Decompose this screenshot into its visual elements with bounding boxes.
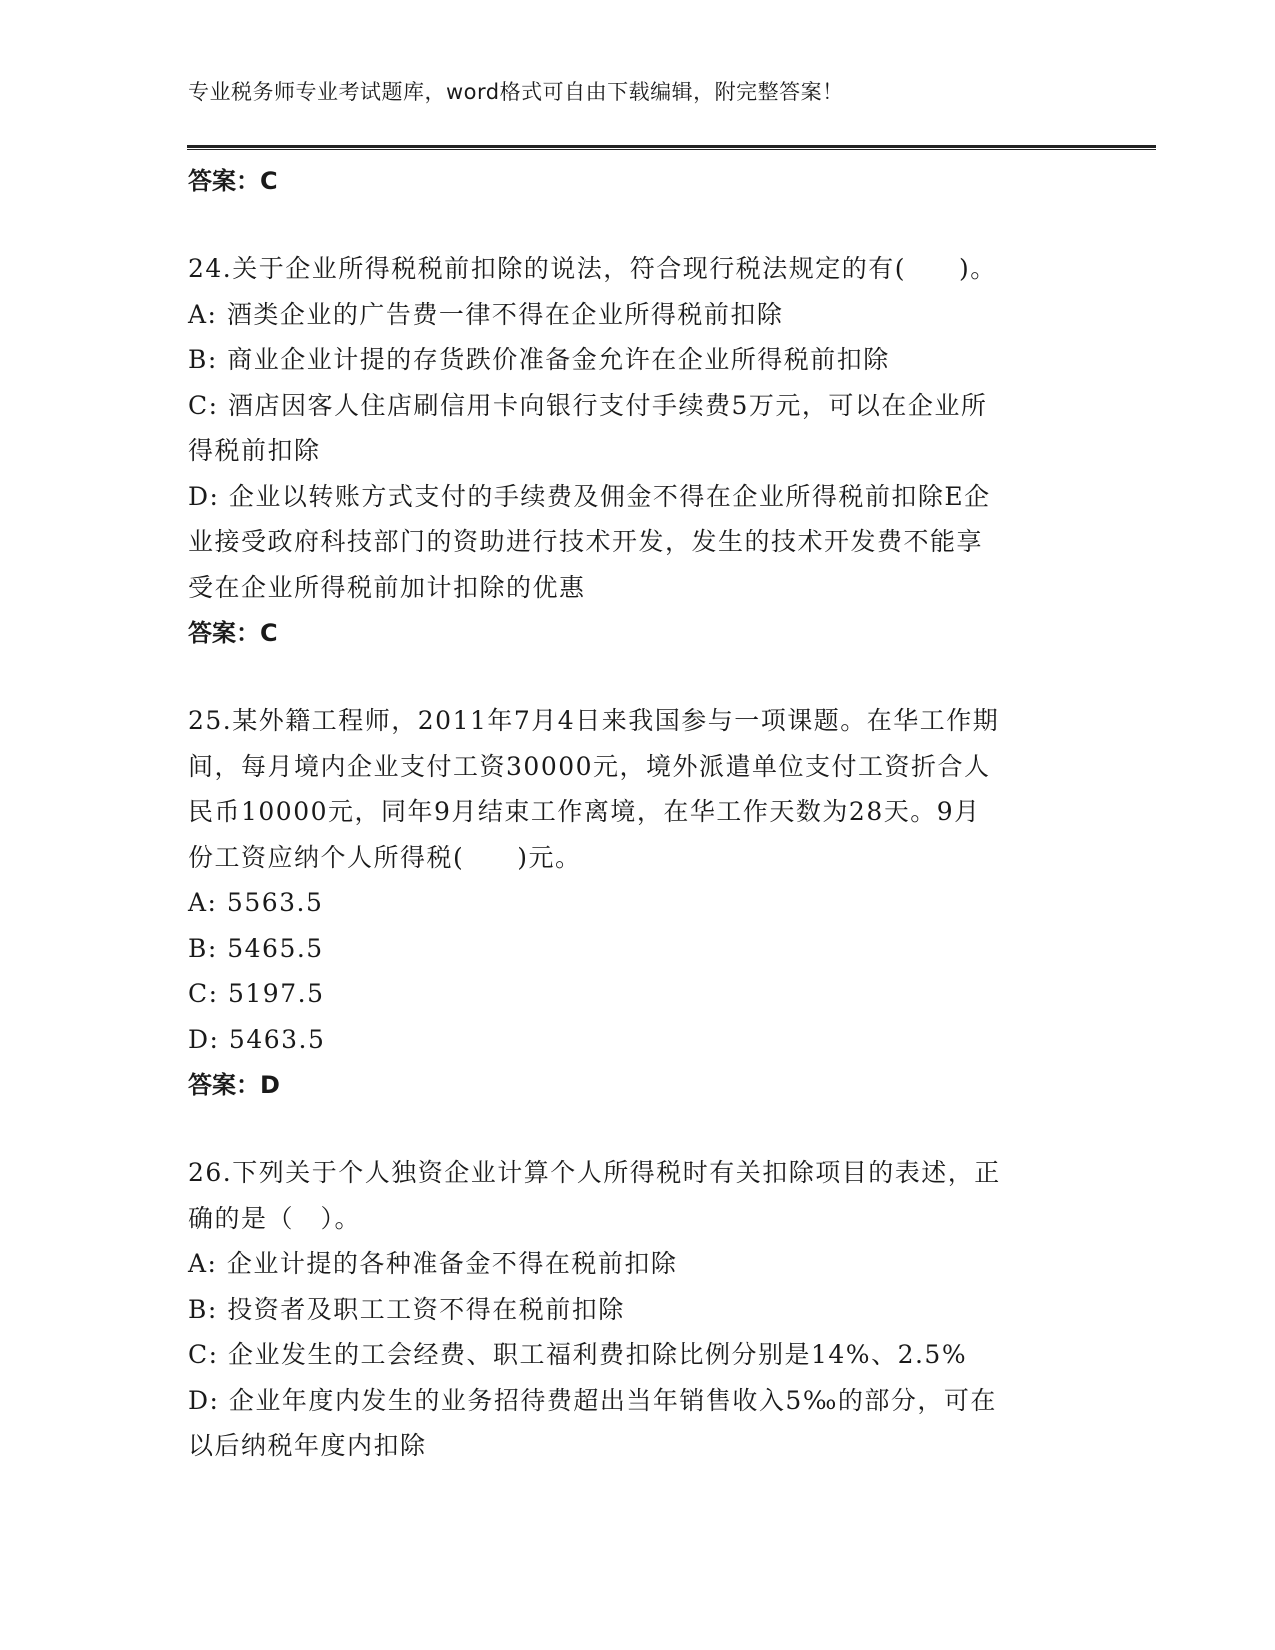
option-c: C: 5197.5 <box>188 979 325 1008</box>
option-a: A: 5563.5 <box>188 888 324 917</box>
option-d-cont: 受在企业所得税前加计扣除的优惠 <box>188 572 586 602</box>
question-line: 24.关于企业所得税税前扣除的说法，符合现行税法规定的有( )。 <box>188 254 997 283</box>
option-d-cont: 业接受政府科技部门的资助进行技术开发，发生的技术开发费不能享 <box>188 527 984 556</box>
question-line: 间，每月境内企业支付工资30000元，境外派遣单位支付工资折合人 <box>188 751 991 781</box>
option-b: B: 商业企业计提的存货跌价准备金允许在企业所得税前扣除 <box>188 345 890 374</box>
option-b: B: 投资者及职工工资不得在税前扣除 <box>188 1294 625 1324</box>
question-line: 26.下列关于个人独资企业计算个人所得税时有关扣除项目的表述，正 <box>188 1158 1001 1187</box>
question-25 <box>188 698 1078 1108</box>
previous-answer: 答案：C <box>188 167 278 195</box>
option-c-cont: 得税前扣除 <box>188 436 321 465</box>
option-c: C: 企业发生的工会经费、职工福利费扣除比例分别是14%、2.5% <box>188 1340 968 1369</box>
option-d: D: 5463.5 <box>188 1024 326 1054</box>
document-body <box>188 158 1078 1469</box>
question-24 <box>188 246 1078 656</box>
header-divider <box>187 145 1156 150</box>
page-header: 专业税务师专业考试题库，word格式可自由下载编辑，附完整答案！ <box>188 80 844 104</box>
option-d: D: 企业以转账方式支付的手续费及佣金不得在企业所得税前扣除E企 <box>188 481 991 511</box>
question-line: 份工资应纳个人所得税( )元。 <box>188 842 582 872</box>
option-b: B: 5465.5 <box>188 933 324 963</box>
option-c: C: 酒店因客人住店刷信用卡向银行支付手续费5万元，可以在企业所 <box>188 390 988 420</box>
question-line: 25.某外籍工程师，2011年7月4日来我国参与一项课题。在华工作期 <box>188 706 1000 735</box>
option-a: A: 企业计提的各种准备金不得在税前扣除 <box>188 1249 678 1278</box>
option-d: D: 企业年度内发生的业务招待费超出当年销售收入5‰的部分，可在 <box>188 1385 997 1415</box>
question-line: 确的是（ ）。 <box>188 1203 362 1233</box>
option-d-cont: 以后纳税年度内扣除 <box>188 1431 427 1460</box>
question-26 <box>188 1150 1078 1469</box>
option-a: A: 酒类企业的广告费一律不得在企业所得税前扣除 <box>188 299 784 329</box>
question-line: 民币10000元，同年9月结束工作离境，在华工作天数为28天。9月 <box>188 797 981 826</box>
answer: 答案：D <box>188 1071 280 1099</box>
answer: 答案：C <box>188 619 278 647</box>
